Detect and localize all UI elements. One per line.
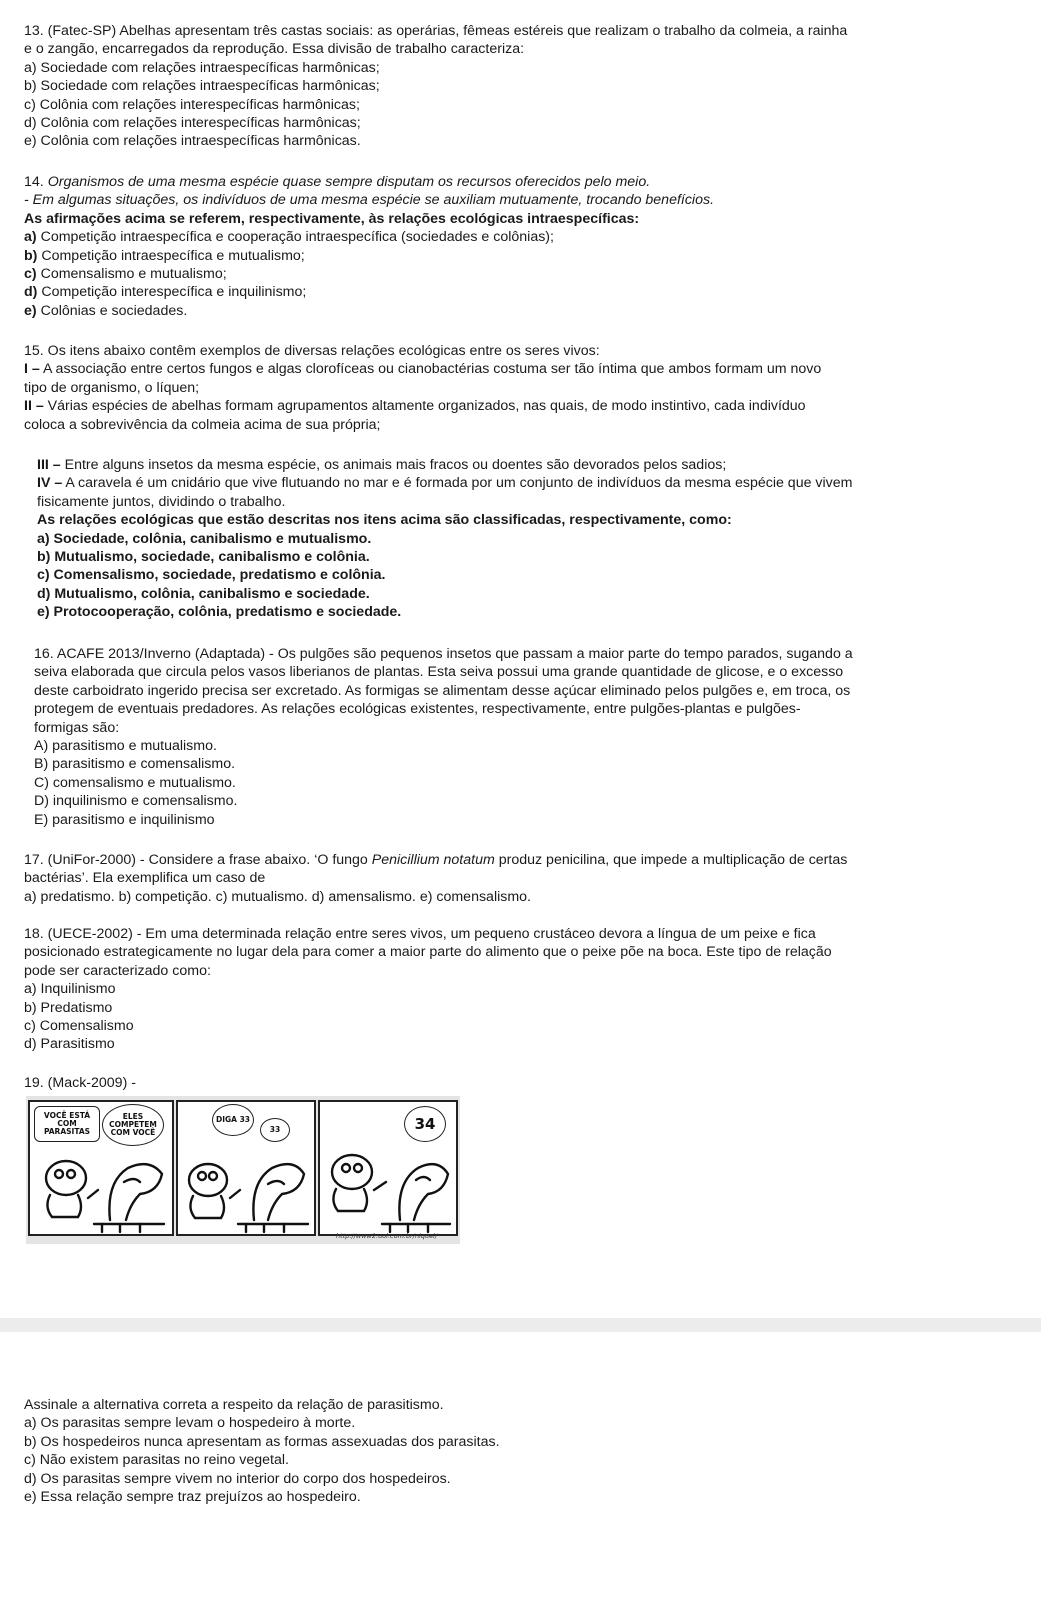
q15-item-iv-text: A caravela é um cnidário que vive flutuando no mar e é formada por um conjunto de indivíduos da mesma espécie que vivem <box>62 475 853 492</box>
comic-panel-1-sign: VOCÊ ESTÁ COM PARASITAS <box>34 1106 100 1142</box>
q13-option-a: a) Sociedade com relações intraespecíficas harmônicas; <box>24 59 380 76</box>
q18-option-a: a) Inquilinismo <box>24 981 116 998</box>
q14-option-a-label: a) <box>24 229 37 246</box>
q13-option-e: e) Colônia com relações intraespecíficas harmônicas. <box>24 133 361 150</box>
q14-option-e <box>24 302 1024 320</box>
comic-credit: http://www2.uol.com.br/niquel/ <box>336 1232 438 1240</box>
q16-stem-line-2: seiva elaborada que circula pelos vasos liberianos de plantas. Esta seiva possui uma grande quantidade de glicose, e o excesso <box>34 664 844 681</box>
q14-statement-2: - Em algumas situações, os indivíduos de uma mesma espécie se auxiliam mutuamente, trocando benefícios. <box>24 192 715 209</box>
q16-option-e: E) parasitismo e inquilinismo <box>34 811 215 828</box>
q14-prompt: As afirmações acima se referem, respectivamente, às relações ecológicas intraespecíficas: <box>24 210 640 227</box>
q15-item-iii-line-1 <box>37 456 1037 474</box>
q14-option-c-text: Comensalismo e mutualismo; <box>36 266 227 283</box>
page-break-divider <box>0 1318 1041 1332</box>
q17-stem-post: produz penicilina, que impede a multiplicação de certas <box>494 852 848 868</box>
q15-item-ii-text: Várias espécies de abelhas formam agrupamentos altamente organizados, nas quais, de modo instintivo, cada indivíduo <box>43 398 806 415</box>
q16-option-d: D) inquilinismo e comensalismo. <box>34 793 238 810</box>
q19-option-a: a) Os parasitas sempre levam o hospedeiro à morte. <box>24 1415 356 1432</box>
q15-prompt: As relações ecológicas que estão descritas nos itens acima são classificadas, respectivamente, como: <box>37 512 732 529</box>
question-15 <box>24 342 1024 434</box>
q14-option-b-label: b) <box>24 247 38 264</box>
q16-option-b: B) parasitismo e comensalismo. <box>34 756 236 773</box>
comic-panel-1-bubble: ELES COMPETEM COM VOCÊ <box>102 1104 164 1146</box>
comic-panel-3 <box>318 1100 458 1236</box>
q14-option-e-text: Colônias e sociedades. <box>36 302 188 319</box>
q15-item-iv-label: IV – <box>37 475 63 492</box>
question-14 <box>24 173 1024 320</box>
q18-option-c: c) Comensalismo <box>24 1018 134 1035</box>
q14-option-c-label: c) <box>24 266 37 283</box>
question-17 <box>24 851 1024 906</box>
question-13 <box>24 22 1024 151</box>
q14-option-a <box>24 228 1024 246</box>
q15-item-ii-label: II – <box>24 398 44 415</box>
q13-option-c: c) Colônia com relações interespecíficas harmônicas; <box>24 96 360 113</box>
q14-option-a-text: Competição intraespecífica e cooperação intraespecífica (sociedades e colônias); <box>36 229 554 246</box>
q18-option-b: b) Predatismo <box>24 999 113 1016</box>
q14-option-d-label: d) <box>24 284 38 301</box>
q18-stem-line-3: pode ser caracterizado como: <box>24 962 211 979</box>
q14-option-e-label: e) <box>24 302 37 319</box>
q15-item-ii-line-2: coloca a sobrevivência da colmeia acima de sua própria; <box>24 416 381 433</box>
q17-species-name: Penicillium notatum <box>371 852 495 868</box>
question-19-header <box>24 1074 1024 1092</box>
q15-option-b: b) Mutualismo, sociedade, canibalismo e colônia. <box>37 549 370 566</box>
q18-stem-line-1: 18. (UECE-2002) - Em uma determinada relação entre seres vivos, um pequeno crustáceo devora a língua de um peixe e fica <box>24 926 816 942</box>
q16-option-a: A) parasitismo e mutualismo. <box>34 738 217 755</box>
q15-item-iii-label: III – <box>37 457 61 473</box>
q18-option-d: d) Parasitismo <box>24 1036 115 1053</box>
q14-number: 14. <box>24 174 44 190</box>
comic-panel-1 <box>28 1100 174 1236</box>
q15-option-e: e) Protocooperação, colônia, predatismo e sociedade. <box>37 604 402 621</box>
q19-option-c: c) Não existem parasitas no reino vegetal. <box>24 1452 289 1469</box>
comic-panel-3-bubble: 34 <box>404 1106 446 1142</box>
q15-item-i-line-2: tipo de organismo, o líquen; <box>24 379 200 396</box>
q14-option-d-text: Competição interespecífica e inquilinismo; <box>37 284 307 301</box>
q17-stem-pre: 17. (UniFor-2000) - Considere a frase abaixo. ‘O fungo <box>24 852 372 868</box>
comic-panel-2 <box>176 1100 316 1236</box>
q19-heading: 19. (Mack-2009) - <box>24 1075 136 1091</box>
q14-option-d <box>24 283 1024 301</box>
q19-option-b: b) Os hospedeiros nunca apresentam as formas assexuadas dos parasitas. <box>24 1433 500 1450</box>
q13-option-d: d) Colônia com relações interespecíficas harmônicas; <box>24 115 361 132</box>
q17-stem-line-1 <box>24 851 1024 869</box>
q15-option-c: c) Comensalismo, sociedade, predatismo e colônia. <box>37 567 386 584</box>
q15-item-iv-line-2: fisicamente juntos, dividindo o trabalho. <box>37 493 286 510</box>
q13-option-b: b) Sociedade com relações intraespecíficas harmônicas; <box>24 78 380 95</box>
q15-option-d: d) Mutualismo, colônia, canibalismo e sociedade. <box>37 585 370 602</box>
comic-strip <box>26 1096 460 1244</box>
q15-intro: 15. Os itens abaixo contêm exemplos de diversas relações ecológicas entre os seres vivos: <box>24 343 600 359</box>
q16-stem-line-3: deste carboidrato ingerido precisa ser excretado. As formigas se alimentam desse açúcar eliminado pelos pulgões e, em troca, os <box>34 682 851 699</box>
q14-option-b-text: Competição intraespecífica e mutualismo; <box>37 247 305 264</box>
q17-stem-line-2: bactérias’. Ela exemplifica um caso de <box>24 870 266 887</box>
q15-item-iv-line-1 <box>37 474 1037 492</box>
question-19-body <box>24 1396 1024 1506</box>
q15-item-i-text: A associação entre certos fungos e algas clorofíceas ou cianobactérias costuma ser tão íntima que ambos formam um novo <box>39 361 822 378</box>
q17-options: a) predatismo. b) competição. c) mutualismo. d) amensalismo. e) comensalismo. <box>24 888 531 905</box>
q14-option-b <box>24 247 1024 265</box>
q19-option-e: e) Essa relação sempre traz prejuízos ao hospedeiro. <box>24 1489 361 1506</box>
q14-option-c <box>24 265 1024 283</box>
q16-stem-line-4: protegem de eventuais predadores. As relações ecológicas existentes, respectivamente, entre pulgões-plantas e pulgões- <box>34 701 801 718</box>
comic-panel-2-bubble: 33 <box>260 1118 290 1142</box>
q15-item-i-label: I – <box>24 361 40 378</box>
q15-item-ii-line-1 <box>24 397 1024 415</box>
q15-item-i-line-1 <box>24 360 1024 378</box>
q19-prompt: Assinale a alternativa correta a respeito da relação de parasitismo. <box>24 1397 444 1413</box>
q15-option-a: a) Sociedade, colônia, canibalismo e mutualismo. <box>37 530 372 547</box>
q16-option-c: C) comensalismo e mutualismo. <box>34 774 236 791</box>
q15-item-iii-text: Entre alguns insetos da mesma espécie, os animais mais fracos ou doentes são devorados pelos sadios; <box>60 457 727 473</box>
q16-stem-line-1: 16. ACAFE 2013/Inverno (Adaptada) - Os pulgões são pequenos insetos que passam a maior parte do tempo parados, sugando a <box>34 646 853 662</box>
q19-option-d: d) Os parasitas sempre vivem no interior do corpo dos hospedeiros. <box>24 1470 451 1487</box>
q13-stem-line-2: e o zangão, encarregados da reprodução. Essa divisão de trabalho caracteriza: <box>24 41 525 58</box>
question-18 <box>24 925 1024 1054</box>
q14-statement-1-text: Organismos de uma mesma espécie quase sempre disputam os recursos oferecidos pelo meio. <box>47 174 651 190</box>
comic-panel-2-sign: DIGA 33 <box>212 1104 254 1136</box>
question-15-continued <box>37 456 1037 622</box>
question-16 <box>34 645 1034 829</box>
q14-statement-1 <box>24 173 1024 191</box>
q13-stem-line-1: 13. (Fatec-SP) Abelhas apresentam três castas sociais: as operárias, fêmeas estéreis que realizam o trabalho da colmeia, a rainha <box>24 23 848 39</box>
q16-stem-line-5: formigas são: <box>34 719 120 736</box>
q18-stem-line-2: posicionado estrategicamente no lugar dela para comer a maior parte do alimento que o peixe põe na boca. Este tipo de relação <box>24 944 832 961</box>
